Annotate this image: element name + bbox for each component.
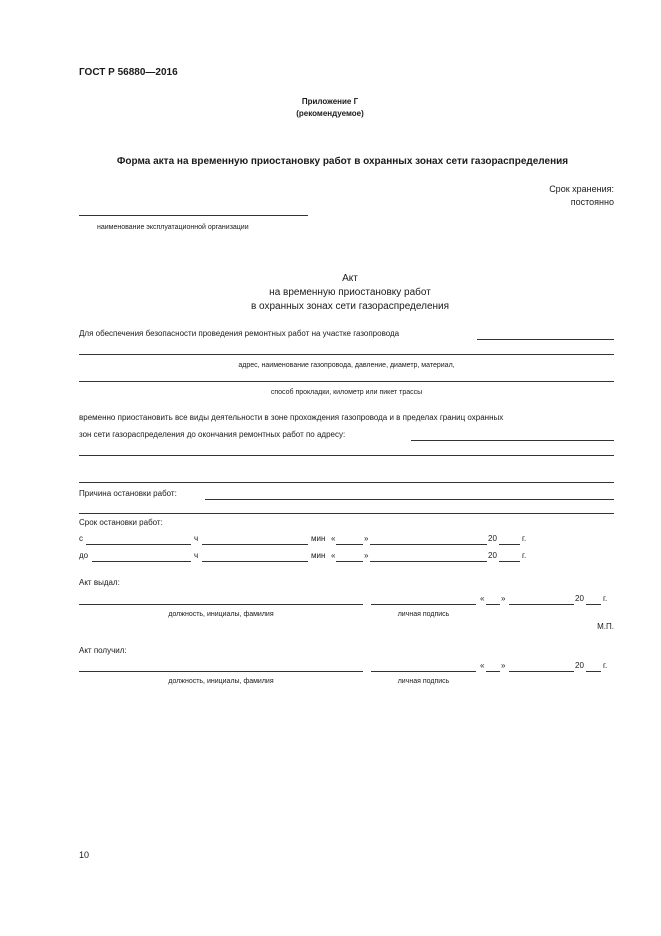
to-year-field[interactable] — [499, 561, 520, 562]
issued-sign-field[interactable] — [371, 604, 476, 605]
address-field-2[interactable] — [79, 455, 614, 456]
address-field[interactable] — [411, 440, 614, 441]
page-number: 10 — [79, 850, 90, 860]
org-name-field[interactable] — [79, 215, 308, 216]
received-sign-field[interactable] — [371, 671, 476, 672]
to-quote-close: » — [364, 551, 369, 560]
received-name-caption: должность, инициалы, фамилия — [168, 678, 274, 685]
from-year-field[interactable] — [499, 544, 520, 545]
from-quote-open: « — [331, 534, 336, 543]
received-year-field[interactable] — [586, 671, 601, 672]
to-hour-unit: ч — [194, 551, 199, 560]
reason-field-2[interactable] — [79, 513, 614, 514]
issued-label: Акт выдал: — [79, 578, 120, 587]
from-hour-unit: ч — [194, 534, 199, 543]
received-quote-close: » — [501, 661, 506, 670]
appendix-type: (рекомендуемое) — [296, 109, 364, 118]
issued-year-suffix: г. — [603, 594, 608, 603]
received-month-field[interactable] — [509, 671, 574, 672]
to-min-unit: мин — [311, 551, 326, 560]
suspend-text-2: зон сети газораспределения до окончания ремонтных работ по адресу: — [79, 430, 346, 439]
issued-sign-caption: личная подпись — [397, 611, 450, 618]
received-day-field[interactable] — [486, 671, 500, 672]
issued-quote-close: » — [501, 594, 506, 603]
to-quote-open: « — [331, 551, 336, 560]
address-field-3[interactable] — [79, 482, 614, 483]
received-sign-caption: личная подпись — [397, 678, 450, 685]
from-year-prefix: 20 — [488, 534, 497, 543]
act-title: Акт — [342, 273, 358, 284]
intro-text: Для обеспечения безопасности проведения ремонтных работ на участке газопровода — [79, 329, 400, 338]
received-year-suffix: г. — [603, 661, 608, 670]
stamp-label: М.П. — [597, 622, 614, 631]
received-label: Акт получил: — [79, 646, 127, 655]
to-min-field[interactable] — [202, 561, 308, 562]
to-month-field[interactable] — [370, 561, 487, 562]
issued-quote-open: « — [480, 594, 485, 603]
from-min-unit: мин — [311, 534, 326, 543]
storage-label: Срок хранения: — [549, 184, 614, 194]
standard-number: ГОСТ Р 56880—2016 — [79, 67, 178, 78]
issued-year-field[interactable] — [586, 604, 601, 605]
issued-name-caption: должность, инициалы, фамилия — [168, 611, 274, 618]
period-label: Срок остановки работ: — [79, 518, 163, 527]
issued-year-prefix: 20 — [575, 594, 584, 603]
issued-month-field[interactable] — [509, 604, 574, 605]
pipeline-section-field[interactable] — [477, 339, 614, 340]
issued-day-field[interactable] — [486, 604, 500, 605]
method-caption: способ прокладки, километр или пикет трассы — [270, 389, 423, 396]
from-day-field[interactable] — [336, 544, 363, 545]
from-year-suffix: г. — [522, 534, 527, 543]
from-label: с — [79, 534, 83, 543]
storage-value: постоянно — [570, 197, 614, 207]
to-day-field[interactable] — [336, 561, 363, 562]
pipeline-route-field[interactable] — [79, 381, 614, 382]
to-year-suffix: г. — [522, 551, 527, 560]
to-hour-field[interactable] — [92, 561, 191, 562]
received-name-field[interactable] — [79, 671, 363, 672]
form-title: Форма акта на временную приостановку работ в охранных зонах сети газораспределения — [116, 156, 569, 167]
from-month-field[interactable] — [370, 544, 487, 545]
received-year-prefix: 20 — [575, 661, 584, 670]
from-quote-close: » — [364, 534, 369, 543]
suspend-text-1: временно приостановить все виды деятельности в зоне прохождения газопровода и в пределах границ охранных — [79, 413, 504, 422]
received-quote-open: « — [480, 661, 485, 670]
to-year-prefix: 20 — [488, 551, 497, 560]
act-subtitle-2: в охранных зонах сети газораспределения — [250, 301, 450, 312]
appendix-label: Приложение Г — [301, 97, 359, 106]
from-min-field[interactable] — [202, 544, 308, 545]
reason-label: Причина остановки работ: — [79, 489, 177, 498]
act-subtitle-1: на временную приостановку работ — [269, 287, 431, 298]
reason-field[interactable] — [205, 499, 614, 500]
address-caption: адрес, наименование газопровода, давление, диаметр, материал, — [238, 362, 455, 369]
org-name-caption: наименование эксплуатационной организации — [97, 224, 249, 231]
issued-name-field[interactable] — [79, 604, 363, 605]
to-label: до — [79, 551, 89, 560]
from-hour-field[interactable] — [86, 544, 191, 545]
pipeline-details-field[interactable] — [79, 354, 614, 355]
